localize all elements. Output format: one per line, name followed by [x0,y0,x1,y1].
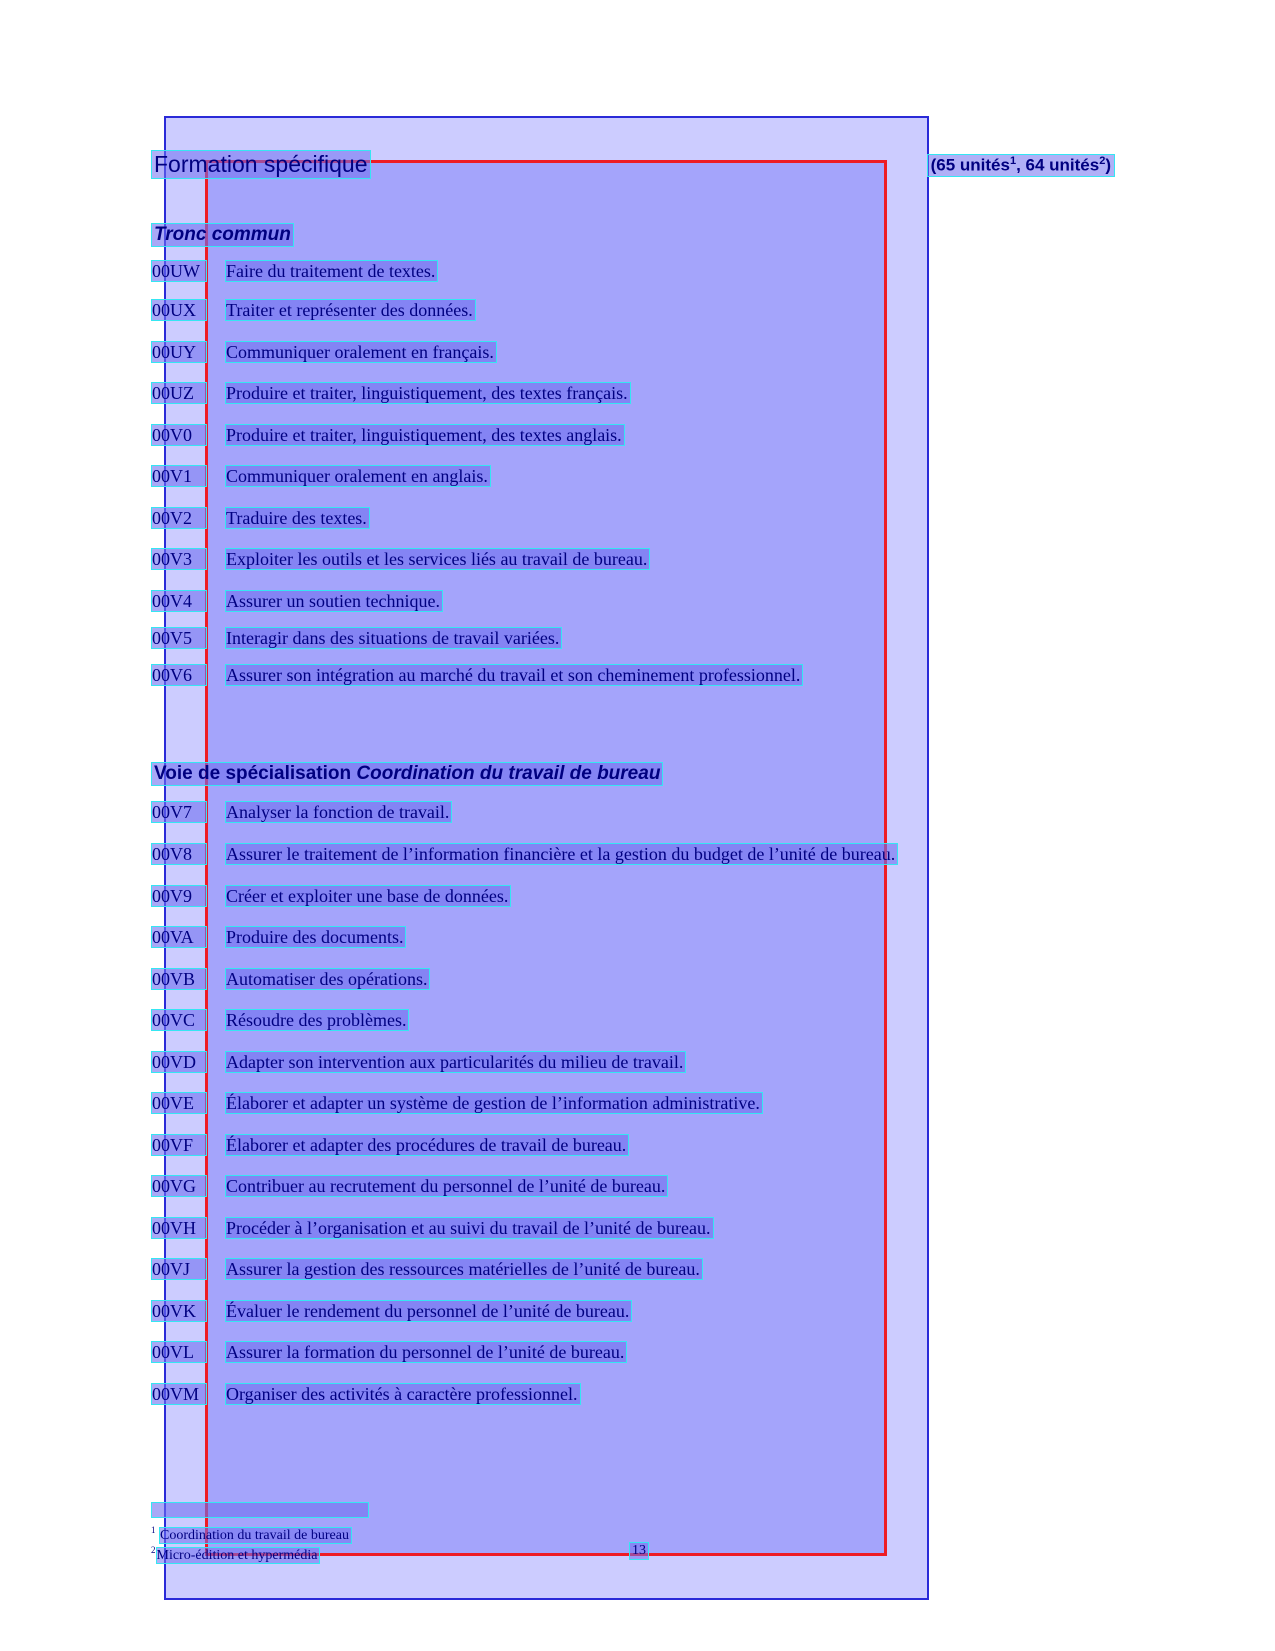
competency-code: 00V0 [151,424,207,446]
competency-code: 00UX [151,299,207,321]
competency-label: Communiquer oralement en français. [225,341,497,363]
voie-title-italic: Coordination du travail de bureau [356,763,661,784]
units-suffix: ) [1105,155,1111,175]
footnote-separator [151,1502,369,1518]
competency-label: Analyser la fonction de travail. [225,801,452,823]
competency-code: 00V1 [151,465,207,487]
competency-code: 00VL [151,1341,207,1363]
units-footnote-mark-1: 1 [1009,155,1017,167]
competency-code: 00VB [151,968,207,990]
units-footnote-mark-2: 2 [1099,155,1106,167]
competency-code: 00VH [151,1217,207,1239]
competency-code: 00VE [151,1092,207,1114]
competency-label: Élaborer et adapter un système de gestion de l’information administrative. [225,1092,763,1114]
competency-code: 00V5 [151,627,207,649]
competency-label: Assurer la formation du personnel de l’unité de bureau. [225,1341,627,1363]
competency-code: 00UW [151,260,207,282]
competency-label: Communiquer oralement en anglais. [225,465,491,487]
competency-code: 00VG [151,1175,207,1197]
competency-label: Adapter son intervention aux particularités du milieu de travail. [225,1051,686,1073]
footnote-text: Coordination du travail de bureau [159,1527,352,1544]
competency-code: 00VJ [151,1258,207,1280]
competency-code: 00VC [151,1009,207,1031]
competency-code: 00VF [151,1134,207,1156]
competency-label: Produire des documents. [225,926,406,948]
tronc-commun-heading: Tronc commun [151,223,294,247]
competency-code: 00VM [151,1383,207,1405]
competency-label: Élaborer et adapter des procédures de travail de bureau. [225,1134,629,1156]
footnote-1 [151,1522,352,1544]
competency-code: 00VA [151,926,207,948]
footnote-mark: 2 [151,1545,156,1555]
competency-label: Assurer le traitement de l’information financière et la gestion du budget de l’unité de bureau. [225,843,898,865]
voie-specialisation-heading [151,762,663,786]
competency-label: Organiser des activités à caractère professionnel. [225,1383,581,1405]
competency-code: 00V9 [151,885,207,907]
competency-label: Assurer la gestion des ressources matérielles de l’unité de bureau. [225,1258,703,1280]
competency-label: Traiter et représenter des données. [225,299,476,321]
competency-label: Interagir dans des situations de travail variées. [225,627,562,649]
footnote-2 [151,1542,646,1564]
competency-label: Traduire des textes. [225,507,370,529]
competency-label: Produire et traiter, linguistiquement, des textes français. [225,382,631,404]
competency-label: Assurer un soutien technique. [225,590,443,612]
voie-title-plain: Voie de spécialisation [154,763,357,784]
competency-label: Exploiter les outils et les services liés au travail de bureau. [225,548,650,570]
competency-code: 00V3 [151,548,207,570]
page-title: Formation spécifique [151,150,371,179]
competency-code: 00V4 [151,590,207,612]
page-number: 13 [629,1542,649,1560]
competency-label: Procéder à l’organisation et au suivi du travail de l’unité de bureau. [225,1217,714,1239]
competency-label: Créer et exploiter une base de données. [225,885,511,907]
competency-label: Produire et traiter, linguistiquement, des textes anglais. [225,424,625,446]
units-info [927,154,1115,177]
footnote-text: Micro-édition et hypermédia [156,1547,321,1564]
competency-code: 00V2 [151,507,207,529]
competency-label: Contribuer au recrutement du personnel de l’unité de bureau. [225,1175,668,1197]
competency-code: 00UY [151,341,207,363]
competency-code: 00V6 [151,664,207,686]
competency-label: Assurer son intégration au marché du travail et son cheminement professionnel. [225,664,803,686]
competency-code: 00UZ [151,382,207,404]
section-header [151,150,1115,178]
competency-code: 00V7 [151,801,207,823]
footnote-mark: 1 [151,1525,156,1535]
competency-code: 00VD [151,1051,207,1073]
competency-label: Évaluer le rendement du personnel de l’unité de bureau. [225,1300,632,1322]
competency-label: Faire du traitement de textes. [225,260,438,282]
competency-code: 00VK [151,1300,207,1322]
competency-label: Résoudre des problèmes. [225,1009,409,1031]
competency-label: Automatiser des opérations. [225,968,430,990]
competency-code: 00V8 [151,843,207,865]
units-middle: , 64 unités [1016,155,1100,175]
units-prefix: (65 unités [930,155,1010,175]
